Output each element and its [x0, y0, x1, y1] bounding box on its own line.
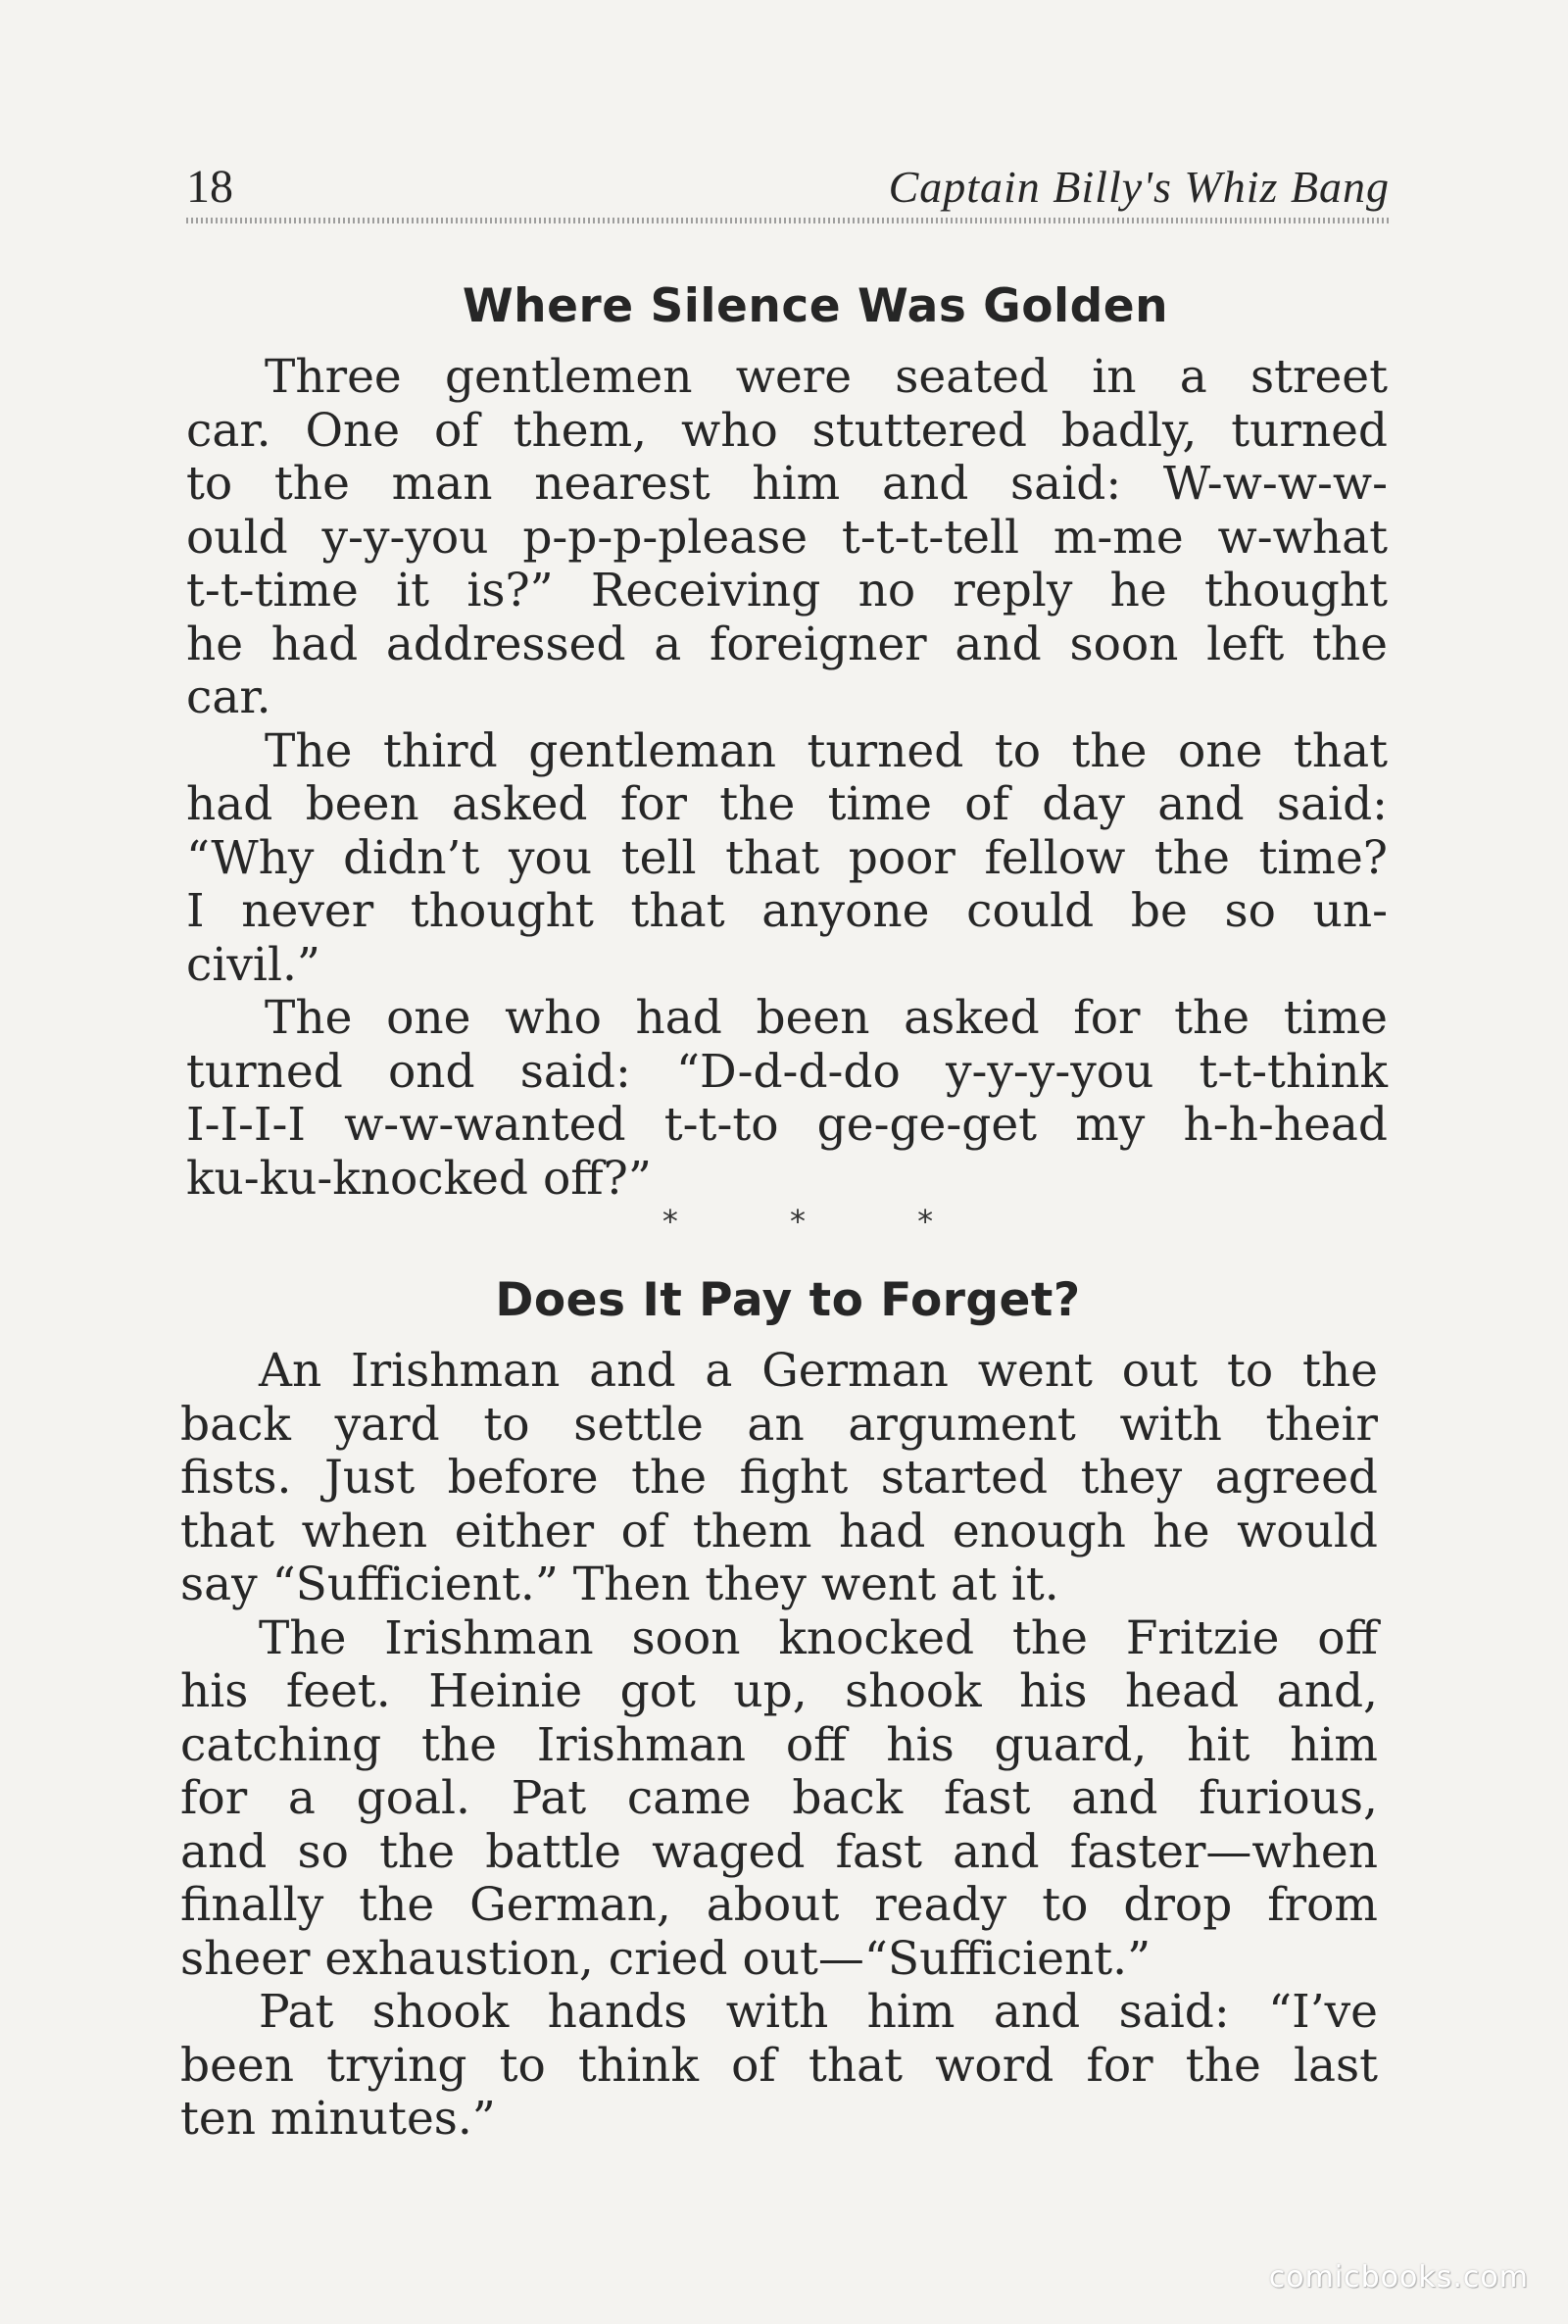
text-line: The one who had been asked for the time	[265, 991, 1388, 1045]
paragraph	[180, 1612, 1378, 1987]
text-line: civil.”	[186, 937, 320, 992]
text-line: car.	[186, 670, 271, 724]
text-line: to the man nearest him and said: W-w-w-w-	[186, 457, 1388, 511]
paragraph	[186, 351, 1388, 725]
watermark: comicbooks.com	[1268, 2260, 1529, 2295]
page-number: 18	[186, 161, 233, 213]
text-line: ku-ku-knocked off?”	[186, 1151, 652, 1206]
paragraph	[186, 992, 1388, 1206]
article-does-it-pay-to-forget	[0, 1257, 1568, 2147]
text-line: for a goal. Pat came back fast and furious,	[180, 1771, 1378, 1825]
page-header	[186, 157, 1390, 218]
text-line: been trying to think of that word for the last	[180, 2038, 1378, 2093]
text-line: sheer exhaustion, cried out—“Sufficient.”	[180, 1931, 1152, 1986]
paragraph	[180, 1345, 1378, 1612]
paragraph	[186, 725, 1388, 993]
text-line: that when either of them had enough he would	[180, 1504, 1378, 1558]
header-rule	[186, 218, 1390, 223]
text-line: and so the battle waged fast and faster—when	[180, 1824, 1378, 1879]
text-line: ould y-y-you p-p-p-please t-t-t-tell m-me w-what	[186, 510, 1388, 565]
section-separator: * * *	[662, 1203, 985, 1240]
text-line: his feet. Heinie got up, shook his head and,	[180, 1664, 1378, 1718]
text-line: turned ond said: “D-d-d-do y-y-y-you t-t-think	[186, 1044, 1388, 1099]
text-line: back yard to settle an argument with their	[180, 1397, 1378, 1452]
text-line: The Irishman soon knocked the Fritzie off	[259, 1610, 1378, 1665]
article-title: Where Silence Was Golden	[462, 279, 1169, 333]
text-line: car. One of them, who stuttered badly, turned	[186, 403, 1388, 458]
text-line: ten minutes.”	[180, 2092, 496, 2146]
text-line: The third gentleman turned to the one that	[265, 723, 1388, 778]
text-line: An Irishman and a German went out to the	[259, 1344, 1378, 1398]
text-line: finally the German, about ready to drop from	[180, 1878, 1378, 1932]
article-where-silence-was-golden	[0, 263, 1568, 1206]
text-line: t-t-time it is?” Receiving no reply he thought	[186, 564, 1388, 618]
text-line: I never thought that anyone could be so un-	[186, 884, 1388, 938]
text-line: Three gentlemen were seated in a street	[265, 350, 1388, 404]
text-line: say “Sufficient.” Then they went at it.	[180, 1558, 1059, 1611]
text-line: Pat shook hands with him and said: “I’ve	[259, 1985, 1378, 2039]
text-line: had been asked for the time of day and said:	[186, 777, 1388, 831]
text-line: “Why didn’t you tell that poor fellow the time?	[186, 830, 1388, 885]
article-title: Does It Pay to Forget?	[495, 1273, 1081, 1327]
text-line: I-I-I-I w-w-wanted t-t-to ge-ge-get my h-h-head	[186, 1098, 1388, 1152]
text-line: catching the Irishman off his guard, hit him	[180, 1717, 1378, 1772]
running-head: Captain Billy's Whiz Bang	[888, 162, 1390, 212]
paragraph	[180, 1986, 1378, 2147]
text-line: he had addressed a foreigner and soon left the	[186, 617, 1388, 671]
text-line: fists. Just before the fight started they agreed	[180, 1451, 1378, 1505]
